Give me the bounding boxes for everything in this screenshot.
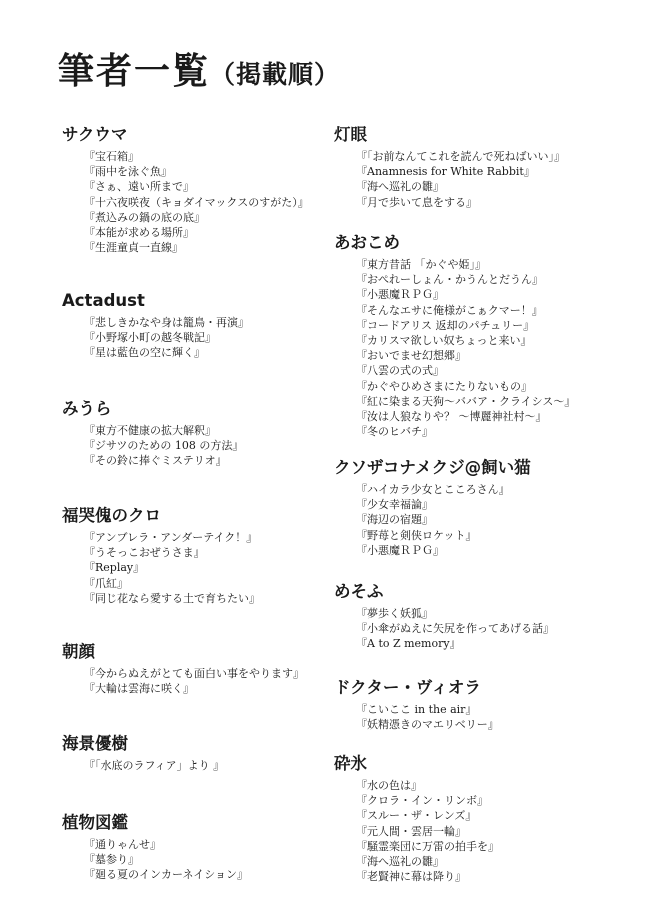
work-list (84, 758, 224, 773)
work-title: 『A to Z memory』 (356, 637, 461, 651)
work-title: 『小悪魔ＲＰＧ』 (356, 543, 444, 557)
work-list (356, 778, 499, 884)
work-title: 『「水底のラフィア」より 』 (84, 759, 225, 772)
author-name: みうら (62, 399, 112, 418)
work-title: 『小悪魔ＲＰＧ』 (356, 288, 444, 302)
work-title: 『冬のヒバチ』 (356, 425, 433, 439)
author-name: 朝顔 (62, 642, 95, 661)
work-title: 『東方不健康の拡大解釈』 (84, 424, 216, 437)
work-list (356, 606, 554, 652)
work-title: 『かぐやひめさまにたりないもの』 (356, 379, 532, 393)
work-title: 『その鈴に捧ぐミステリオ』 (84, 454, 227, 468)
work-title: 『アンブレラ・アンダーテイク！』 (84, 531, 258, 544)
work-title: 『宝石箱』 (84, 150, 139, 163)
work-title: 『コードアリス 返却のパチュリー』 (356, 318, 535, 332)
work-title: 『海辺の宿題』 (356, 513, 433, 527)
work-title: 『Anamnesis for White Rabbit』 (356, 165, 535, 179)
work-title: 『水の色は』 (356, 779, 422, 792)
work-title: 『妖精憑きのマエリベリー』 (356, 718, 499, 732)
author-name: 砕氷 (334, 754, 367, 773)
work-title: 『星は藍色の空に輝く』 (84, 346, 205, 360)
work-list (84, 666, 304, 696)
work-title: 『墓参り』 (84, 853, 139, 867)
work-title: 『汝は人狼なりや？ ～博麗神社村～』 (356, 410, 547, 424)
work-list (84, 837, 248, 883)
work-title: 『月で歩いて息をする』 (356, 195, 477, 209)
work-title: 『爪紅』 (84, 576, 128, 590)
work-title: 『悲しきかなや身は籠鳥・再演』 (84, 316, 249, 329)
work-title: 『海へ巡礼の雛』 (356, 855, 444, 869)
author-name: ドクター・ヴィオラ (334, 678, 481, 697)
work-list (84, 149, 309, 255)
work-title: 『煮込みの鍋の底の底』 (84, 210, 205, 224)
work-list (356, 257, 575, 439)
work-title: 『クロラ・イン・リンボ』 (356, 794, 488, 808)
work-title: 『おいでませ幻想郷』 (356, 349, 466, 363)
work-list (356, 149, 565, 210)
work-title: 『十六夜咲夜（キョダイマックスのすがた）』 (84, 195, 309, 209)
author-name: あおこめ (334, 233, 400, 252)
work-title: 『うそっこおぜうさま』 (84, 546, 205, 560)
work-title: 『ハイカラ少女とこころさん』 (356, 483, 510, 496)
work-title: 『東方昔話 「かぐや姫」』 (356, 258, 486, 271)
work-title: 『Replay』 (84, 561, 145, 575)
page-title (58, 50, 340, 97)
work-title: 『元人間・雲居一輪』 (356, 824, 466, 838)
author-name: クソザコナメクジ@飼い猫 (334, 458, 531, 477)
author-name: 福哭傀のクロ (62, 506, 161, 525)
work-title: 『そんなエサに俺様がこぁクマー！』 (356, 303, 543, 317)
author-name: サクウマ (62, 125, 128, 144)
work-title: 『生涯童貞一直線』 (84, 241, 183, 255)
work-title: 『通りゃんせ』 (84, 838, 161, 851)
work-title: 『騒霊楽団に万雷の拍手を』 (356, 839, 499, 853)
author-name: 植物図鑑 (62, 813, 128, 832)
work-title: 『「お前なんてこれを読んで死ねばいい」』 (356, 150, 565, 163)
work-list (356, 482, 510, 558)
work-title: 『カリスマ欲しい奴ちょっと来い』 (356, 334, 532, 348)
work-title: 『紅に染まる天狗～ババア・クライシス～』 (356, 394, 576, 408)
work-title: 『今からぬえがとても面白い事をやります』 (84, 667, 304, 680)
author-name: Actadust (62, 291, 145, 310)
work-list (84, 423, 243, 469)
work-title: 『本能が求める場所』 (84, 226, 194, 240)
work-title: 『老賢神に幕は降り』 (356, 870, 466, 884)
work-title: 『小野塚小町の越冬戦記』 (84, 331, 216, 345)
work-title: 『こいここ in the air』 (356, 703, 477, 716)
work-list (84, 315, 249, 361)
work-title: 『廻る夏のインカーネイション』 (84, 868, 249, 882)
work-title: 『野苺と剣侠ロケット』 (356, 528, 477, 542)
work-title: 『同じ花なら愛する土で育ちたい』 (84, 591, 260, 605)
work-title: 『スルー・ザ・レンズ』 (356, 809, 477, 823)
work-title: 『さぁ、遠い所まで』 (84, 180, 194, 194)
page-title-main: 筆者一覧 (58, 51, 211, 92)
work-title: 『小傘がぬえに矢尻を作ってあげる話』 (356, 622, 554, 636)
work-title: 『大輪は雲海に咲く』 (84, 682, 194, 696)
author-name: 海景優樹 (62, 734, 128, 753)
page-subtitle: （掲載順） (210, 60, 341, 89)
work-title: 『海へ巡礼の雛』 (356, 180, 444, 194)
author-name: めそふ (334, 582, 384, 601)
author-name: 灯眼 (334, 125, 367, 144)
work-title: 『少女幸福論』 (356, 498, 433, 512)
work-list (84, 530, 260, 606)
work-title: 『ジサツのための 108 の方法』 (84, 439, 244, 453)
work-list (356, 702, 499, 732)
work-title: 『八雲の式の式』 (356, 364, 444, 378)
work-title: 『おぺれーしょん・かうんとだうん』 (356, 273, 543, 287)
work-title: 『雨中を泳ぐ魚』 (84, 165, 172, 179)
work-title: 『夢歩く妖狐』 (356, 607, 433, 620)
